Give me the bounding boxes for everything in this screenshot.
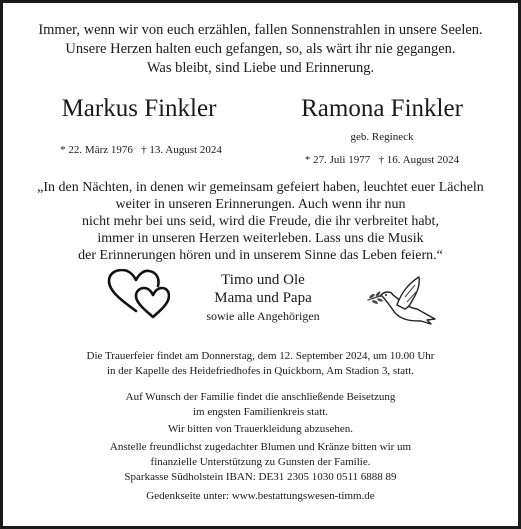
ceremony-info (3, 349, 518, 379)
memorial-page-link: Gedenkseite unter: www.bestattungswesen-timm.de (146, 490, 375, 502)
deceased-name-markus: Markus Finkler (61, 95, 217, 122)
life-dates-markus (31, 143, 251, 157)
life-dates-ramona (271, 153, 493, 167)
poem-line: Unsere Herzen halten euch gefangen, so, als wärt ihr nie gegangen. (65, 41, 456, 57)
quote-line: „In den Nächten, in denen wir gemeinsam gefeiert haben, leuchtet euer Lächeln (37, 180, 484, 195)
mourners (153, 271, 373, 325)
info-line: Sparkasse Südholstein IBAN: DE31 2305 1030 0511 6888 89 (124, 471, 397, 483)
info-line: im engsten Familienkreis statt. (192, 406, 329, 418)
birth-date: * 22. März 1976 (60, 144, 133, 156)
info-line: Anstelle freundlichst zugedachter Blumen und Kränze bitten wir um (109, 441, 412, 453)
poem-line: Was bleibt, sind Liebe und Erinnerung. (146, 60, 375, 76)
info-line: finanzielle Unterstützung zu Gunsten der Familie. (150, 456, 371, 468)
mourner-line: sowie alle Angehörigen (206, 309, 320, 323)
info-line: in der Kapelle des Heidefriedhofes in Quickborn, Am Stadion 3, statt. (106, 365, 414, 377)
donation-info (3, 440, 518, 485)
memorial-quote (3, 179, 518, 264)
quote-line: immer in unseren Herzen weiterleben. Lass uns die Musik (97, 231, 424, 246)
quote-line: weiter in unseren Erinnerungen. Auch wenn ihr nun (115, 197, 406, 212)
death-date: † 16. August 2024 (378, 154, 460, 166)
info-line: Die Trauerfeier findet am Donnerstag, dem 12. September 2024, um 10.00 Uhr (86, 350, 435, 362)
memorial-poem (3, 21, 518, 78)
mourner-line: Mama und Papa (214, 290, 312, 306)
dove-with-olive-branch-icon (365, 275, 439, 327)
quote-line: nicht mehr bei uns seid, wird die Freude, die ihr verbreitet habt, (82, 214, 439, 229)
info-line: Auf Wunsch der Familie findet die anschließende Beisetzung (125, 391, 396, 403)
deceased-name-ramona: Ramona Finkler (301, 95, 463, 122)
maiden-name: geb. Regineck (350, 131, 414, 143)
birth-date: * 27. Juli 1977 (304, 154, 371, 166)
burial-info (3, 390, 518, 420)
poem-line: Immer, wenn wir von euch erzählen, fallen Sonnenstrahlen in unsere Seelen. (38, 22, 483, 38)
mourner-line: Timo und Ole (221, 272, 305, 288)
quote-line: der Erinnerungen hören und in unserem Sinne das Leben feiern.“ (78, 248, 443, 263)
clothing-note: Wir bitten von Trauerkleidung abzusehen. (168, 423, 353, 435)
death-date: † 13. August 2024 (141, 144, 222, 156)
